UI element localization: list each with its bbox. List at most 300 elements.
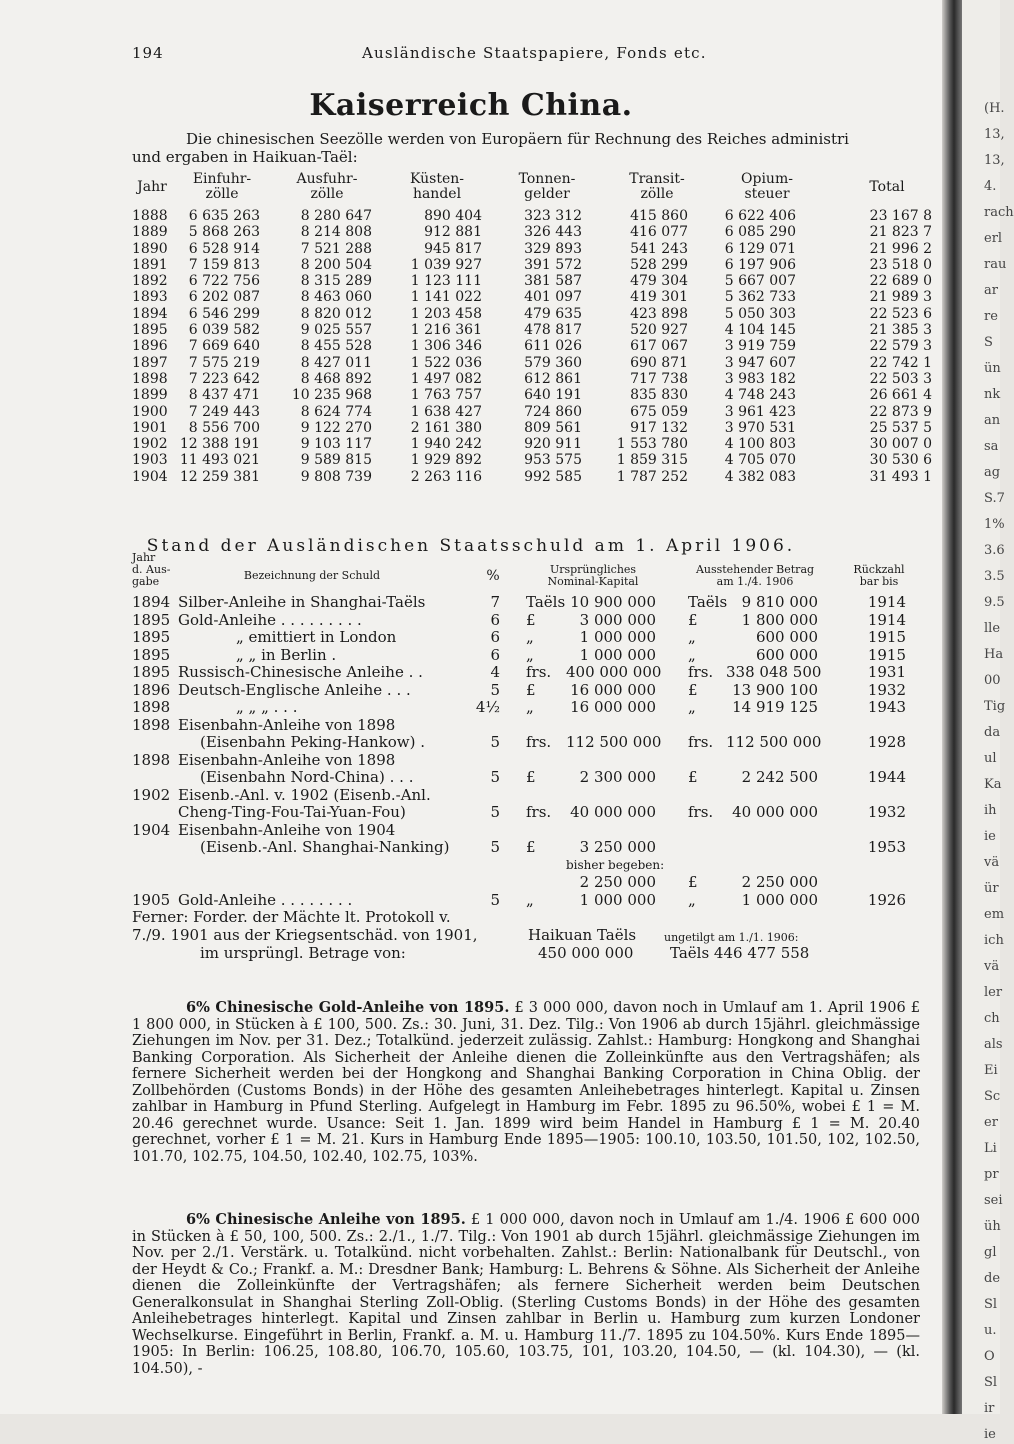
adjacent-page-fragment: Sl [984, 1297, 998, 1312]
adjacent-page-fragment: gl [984, 1245, 997, 1260]
adjacent-page-fragment: üh [984, 1219, 1001, 1234]
debt-cell-year: 1894 [132, 593, 171, 611]
debt-table-header [132, 551, 942, 594]
table-cell: 30 007 0 [869, 436, 932, 453]
table-cell: 611 026 [524, 338, 582, 355]
table-cell: 890 404 [424, 208, 482, 224]
table-cell: 23 167 8 [869, 208, 932, 224]
table-cell: 5 362 733 [724, 289, 796, 306]
customs-table-body [132, 208, 942, 485]
table-cell: 21 385 3 [869, 322, 932, 339]
debt-cell-cur2: „ [688, 645, 696, 664]
table-cell: 5 868 263 [188, 224, 260, 241]
debt-cell-rep: 1914 [867, 593, 906, 611]
debt-cell-year: 1896 [132, 680, 171, 699]
table-cell: 23 518 0 [869, 256, 932, 273]
table-cell: 7 575 219 [188, 354, 260, 371]
table-cell: 7 669 640 [188, 338, 260, 355]
table-row [132, 629, 942, 647]
debt-section-title: Stand der Ausländischen Staatsschuld am 1. April 1906. [146, 536, 796, 556]
table-cell: 717 738 [630, 370, 688, 387]
table-cell: 1892 [132, 273, 168, 290]
ferner-orig-value: 450 000 000 [538, 944, 634, 962]
debt-cell-pct: 5 [490, 733, 500, 751]
table-row [132, 257, 942, 273]
table-row [132, 594, 942, 612]
table-cell: 478 817 [524, 322, 582, 339]
debt-cell-orig: 1 000 000 [579, 628, 656, 646]
debt-cell-orig: 2 300 000 [579, 768, 656, 786]
header-original-capital: Ursprüngliches Nominal-Kapital [547, 563, 639, 588]
debt-cell-pct: 5 [490, 680, 500, 699]
debt-cell-out: 14 919 125 [732, 698, 818, 716]
table-cell: 640 191 [524, 387, 582, 404]
customs-revenue-table [132, 172, 942, 485]
table-cell: 22 742 1 [869, 354, 932, 371]
table-row [132, 273, 942, 289]
debt-cell-orig: 1 000 000 [579, 890, 656, 909]
debt-cell-desc: „ „ in Berlin . [236, 645, 337, 664]
table-cell: 31 493 1 [869, 468, 932, 485]
table-cell: 9 808 739 [300, 468, 372, 485]
debt-cell-year: 1898 [132, 698, 171, 716]
table-cell: 479 635 [524, 305, 582, 322]
adjacent-page-fragment: 13, [984, 127, 1005, 142]
table-cell: 21 989 3 [869, 289, 932, 306]
debt-cell-cur1: Taëls [526, 593, 566, 611]
table-cell: 401 097 [524, 289, 582, 306]
debt-cell-pct: 6 [490, 628, 500, 646]
table-cell: 326 443 [524, 224, 582, 241]
customs-header-cell: Einfuhr- zölle [192, 171, 252, 202]
table-row [132, 322, 942, 338]
table-cell: 1890 [132, 240, 168, 257]
adjacent-page-fragment: ir [984, 1401, 995, 1416]
table-cell: 835 830 [630, 387, 688, 404]
table-cell: 6 622 406 [724, 208, 796, 224]
table-cell: 6 129 071 [724, 240, 796, 257]
debt-cell-out: 112 500 000 [726, 733, 822, 751]
table-cell: 12 259 381 [179, 468, 260, 485]
table-row [132, 241, 942, 257]
debt-cell-out: 1 000 000 [741, 890, 818, 909]
table-cell: 329 893 [524, 240, 582, 257]
adjacent-page-fragment: vä [984, 959, 1000, 974]
table-cell: 12 388 191 [179, 436, 260, 453]
header-description: Bezeichnung der Schuld [243, 569, 381, 582]
debt-cell-pct: 5 [490, 838, 500, 856]
adjacent-page-fragment: an [984, 413, 1001, 428]
debt-cell-desc: Eisenbahn-Anleihe von 1904 [178, 820, 396, 839]
table-cell: 724 860 [524, 403, 582, 420]
table-cell: 323 312 [524, 208, 582, 224]
table-cell: 8 463 060 [300, 289, 372, 306]
table-cell: 4 748 243 [724, 387, 796, 404]
table-cell: 2 161 380 [410, 419, 482, 436]
adjacent-page-fragment: 13, [984, 153, 1005, 168]
table-cell: 1 123 111 [410, 273, 482, 290]
adjacent-page-edge [962, 0, 1014, 1442]
debt-cell-year: 1898 [132, 715, 171, 734]
paragraph-text: £ 3 000 000, davon noch in Umlauf am 1. April 1906 £ 1 800 000, in Stücken à £ 100, 500. Zs.: 30. Juni, 31. Dez. Tilg.: Von 1906 ab durch 15jährl. gleichmässige Ziehungen im Nov. per 31. Dez.; Totalkünd. jederzeit zulässig. Zahlst.: Hamburg: Hongkong and Shanghai Banking Corporation. Als Sicherheit der Anleihe dienen die Zolleinkünfte aus den Vertragshäfen; als fernere Sicherheit werden bei der Hongkong and Shanghai Banking Corporation in China Oblig. der Zollbehörden (Customs Bonds) in der Höhe des gesamten Anleihebetrages hinterlegt. Kapital u. Zinsen zahlbar in Hamburg in Pfund Sterling. Aufgelegt in Hamburg im Febr. 1895 zu 96.50%, wobei £ 1 = M. 20.46 gerechnet wurde. Usance: Seit 1. Jan. 1899 wird beim Handel in Hamburg £ 1 = M. 20.40 gerechnet, vorher £ 1 = M. 21. Kurs in Hamburg Ende 1895—1905: 100.10, 103.50, 101.50, 102, 102.50, 101.70, 102.75, 104.50, 102.40, 102.75, 103%. [132, 1000, 921, 1165]
table-cell: 6 546 299 [188, 305, 260, 322]
adjacent-page-fragment: 3.6 [984, 543, 1005, 558]
table-cell: 6 528 914 [188, 240, 260, 257]
customs-header-cell: Ausfuhr- zölle [296, 171, 358, 202]
debt-cell-rep: 1932 [867, 680, 906, 699]
table-cell: 3 961 423 [724, 403, 796, 420]
debt-cell-desc: Eisenb.-Anl. v. 1902 (Eisenb.-Anl. [178, 785, 431, 804]
ferner-orig-label: Haikuan Taëls [528, 926, 637, 944]
table-cell: 1 039 927 [410, 256, 482, 273]
debt-cell-desc: (Eisenb.-Anl. Shanghai-Nanking) [200, 838, 450, 856]
ferner-line-3: im ursprüngl. Betrage von: [200, 944, 406, 962]
debt-cell-orig: 16 000 000 [570, 680, 656, 699]
table-cell: 1901 [132, 419, 168, 436]
adjacent-page-fragment: ch [984, 1011, 1000, 1026]
header-outstanding: Ausstehender Betrag am 1./4. 1906 [695, 563, 815, 588]
intro-line-1: Die chinesischen Seezölle werden von Europäern für Rechnung des Reiches administri [186, 130, 849, 148]
table-row [132, 839, 942, 857]
adjacent-page-fragment: ar [984, 283, 998, 298]
table-cell: 1904 [132, 468, 168, 485]
table-cell: 3 919 759 [724, 338, 796, 355]
table-cell: 1896 [132, 338, 168, 355]
adjacent-page-fragment: Ei [984, 1063, 998, 1078]
debt-cell-cur2: „ [688, 890, 696, 909]
table-cell: 11 493 021 [179, 452, 260, 469]
debt-cell-pct: 5 [490, 768, 500, 786]
table-cell: 6 722 756 [188, 273, 260, 290]
table-cell: 8 820 012 [300, 305, 372, 322]
adjacent-page-fragment: nk [984, 387, 1001, 402]
table-row [132, 612, 942, 630]
table-cell: 992 585 [524, 468, 582, 485]
debt-cell-year: 1904 [132, 820, 171, 839]
table-cell: 8 455 528 [300, 338, 372, 355]
table-row [132, 371, 942, 387]
table-cell: 6 039 582 [188, 322, 260, 339]
adjacent-page-fragment: Ka [984, 777, 1002, 792]
table-row [132, 822, 942, 840]
debt-cell-orig: 112 500 000 [566, 733, 662, 751]
debt-cell-cur1: £ [526, 768, 536, 786]
running-header [132, 44, 922, 68]
table-cell: 612 861 [524, 370, 582, 387]
debt-cell-pct: 5 [490, 803, 500, 821]
adjacent-page-fragment: ie [984, 829, 996, 844]
table-cell: 8 280 647 [300, 208, 372, 224]
adjacent-page-fragment: er [984, 1115, 998, 1130]
table-cell: 8 437 471 [188, 387, 260, 404]
table-cell: 22 873 9 [869, 403, 932, 420]
table-cell: 8 468 892 [300, 370, 372, 387]
adjacent-page-fragment: lle [984, 621, 1001, 636]
table-cell: 1898 [132, 370, 168, 387]
debt-cell-desc: Russisch-Chinesische Anleihe . . [178, 663, 423, 681]
adjacent-page-fragment: (H. [984, 101, 1005, 116]
table-cell: 7 521 288 [300, 240, 372, 257]
adjacent-page-fragment: 3.5 [984, 569, 1005, 584]
table-row [132, 404, 942, 420]
table-cell: 4 382 083 [724, 468, 796, 485]
paragraph-heading: 6% Chinesische Anleihe von 1895. [186, 1211, 466, 1228]
debt-cell-rep: 1926 [867, 890, 906, 909]
table-cell: 945 817 [424, 240, 482, 257]
debt-cell-out: 2 250 000 [741, 873, 818, 891]
table-row [132, 769, 942, 787]
table-row [132, 469, 942, 485]
ferner-line-2: 7./9. 1901 aus der Kriegsentschäd. von 1901, [132, 926, 478, 944]
debt-cell-cur2: £ [688, 610, 698, 629]
debt-cell-cur1: £ [526, 610, 536, 629]
table-cell: 419 301 [630, 289, 688, 306]
debt-cell-out: 1 800 000 [741, 610, 818, 629]
debt-cell-pct: 7 [490, 593, 500, 611]
table-cell: 1 763 757 [410, 387, 482, 404]
table-cell: 415 860 [630, 208, 688, 224]
table-cell: 541 243 [630, 240, 688, 257]
adjacent-page-fragment: 00 [984, 673, 1001, 688]
paragraph-loan-1895 [132, 1212, 920, 1377]
table-cell: 9 589 815 [300, 452, 372, 469]
table-cell: 1 859 315 [616, 452, 688, 469]
table-cell: 21 823 7 [869, 224, 932, 241]
table-cell: 8 315 289 [300, 273, 372, 290]
debt-cell-cur1: frs. [526, 663, 552, 681]
debt-cell-desc: Gold-Anleihe . . . . . . . . [178, 890, 353, 909]
table-row [132, 787, 942, 805]
debt-cell-cur2: frs. [688, 663, 714, 681]
table-cell: 809 561 [524, 419, 582, 436]
table-cell: 1 638 427 [410, 403, 482, 420]
table-row [132, 664, 942, 682]
debt-cell-pct: 4 [490, 663, 500, 681]
adjacent-page-fragment: Ha [984, 647, 1004, 662]
debt-cell-cur2: „ [688, 628, 696, 646]
debt-cell-year: 1895 [132, 663, 171, 681]
debt-cell-out: 9 810 000 [741, 593, 818, 611]
adjacent-page-fragment: ul [984, 751, 997, 766]
table-cell: 1 787 252 [616, 468, 688, 485]
header-percent: % [486, 568, 500, 584]
adjacent-page-fragment: 9.5 [984, 595, 1005, 610]
debt-cell-orig: 3 250 000 [579, 838, 656, 856]
table-row [132, 306, 942, 322]
debt-cell-cur1: £ [526, 680, 536, 699]
table-cell: 5 667 007 [724, 273, 796, 290]
paragraph-text: £ 1 000 000, davon noch in Umlauf am 1./4. 1906 £ 600 000 in Stücken à £ 50, 100, 500. Zs.: 2./1., 1./7. Tilg.: Von 1901 ab durch 15jährl. gleichmässige Ziehungen im Nov. per 2./1. Verstärk. u. Totalkünd. nicht vorbehalten. Zahlst.: Berlin: Nationalbank für Deutschl., von der Heydt & Co.; Frankf. a. M.: Dresdner Bank; Hamburg: L. Behrens & Söhne. Als Sicherheit der Anleihe dienen die Zolleinkünfte der Vertragshäfen; als fernere Sicherheit werden beim Deutschen Generalkonsulat in Shanghai Sterling Zoll-Oblig. (Sterling Customs Bonds) in der Höhe des gesamten Anleihebetrages hinterlegt. Kapital und Zinsen zahlbar in Berlin u. Hamburg zum kurzen Londoner Wechselkurse. Eingeführt in Berlin, Frankf. a. M. u. Hamburg 11./7. 1895 zu 104.50%. Kurs Ende 1895—1905: In Berlin: 106.25, 108.80, 106.70, 105.60, 103.75, 101, 103.20, 104.50, — (kl. 104.30), — (kl. 104.50), - [132, 1212, 920, 1377]
debt-cell-cur1: „ [526, 645, 534, 664]
table-cell: 3 947 607 [724, 354, 796, 371]
debt-cell-orig: 1 000 000 [579, 645, 656, 664]
adjacent-page-fragment: rach [984, 205, 1014, 220]
debt-cell-rep: 1914 [867, 610, 906, 629]
table-cell: 8 624 774 [300, 403, 372, 420]
debt-cell-cur2: £ [688, 768, 698, 786]
table-cell: 675 059 [630, 403, 688, 420]
debt-cell-pct: 4½ [475, 698, 500, 716]
paragraph-heading: 6% Chinesische Gold-Anleihe von 1895. [186, 999, 510, 1016]
debt-cell-pct: 6 [490, 610, 500, 629]
debt-cell-rep: 1915 [867, 628, 906, 646]
table-cell: 8 200 504 [300, 256, 372, 273]
table-cell: 1 497 082 [410, 370, 482, 387]
ferner-line-1: Ferner: Forder. der Mächte lt. Protokoll v. [132, 908, 451, 926]
foreign-debt-table [132, 551, 942, 963]
customs-header-cell: Jahr [137, 179, 167, 195]
adjacent-page-fragment: S [984, 335, 993, 350]
adjacent-page-fragment: ih [984, 803, 997, 818]
table-cell: 1 306 346 [410, 338, 482, 355]
customs-header-cell: Opium- steuer [741, 171, 793, 202]
debt-cell-rep: 1932 [867, 803, 906, 821]
debt-cell-year: 1895 [132, 628, 171, 646]
debt-cell-cur2: £ [688, 873, 698, 891]
table-cell: 479 304 [630, 273, 688, 290]
customs-header-cell: Total [869, 179, 905, 195]
table-cell: 617 067 [630, 338, 688, 355]
debt-cell-cur2: frs. [688, 733, 714, 751]
table-cell: 1899 [132, 387, 168, 404]
adjacent-page-fragment: Sc [984, 1089, 1001, 1104]
intro-text [132, 130, 932, 166]
debt-cell-year: 1895 [132, 645, 171, 664]
adjacent-page-fragment: ür [984, 881, 999, 896]
table-row [132, 355, 942, 371]
table-cell: 22 503 3 [869, 370, 932, 387]
adjacent-page-fragment: da [984, 725, 1001, 740]
table-cell: 30 530 6 [869, 452, 932, 469]
debt-cell-cur2: „ [688, 698, 696, 716]
adjacent-page-fragment: u. [984, 1323, 997, 1338]
running-title: Ausländische Staatspapiere, Fonds etc. [362, 44, 707, 62]
page-number: 194 [132, 44, 164, 62]
table-cell: 1 929 892 [410, 452, 482, 469]
customs-table-header [132, 172, 942, 208]
debt-cell-year: 1898 [132, 750, 171, 769]
table-cell: 8 214 808 [300, 224, 372, 241]
table-cell: 8 556 700 [188, 419, 260, 436]
table-cell: 528 299 [630, 256, 688, 273]
debt-cell-pct: 6 [490, 645, 500, 664]
adjacent-page-fragment: als [984, 1037, 1003, 1052]
table-cell: 25 537 5 [869, 419, 932, 436]
table-cell: 9 025 557 [300, 322, 372, 339]
debt-cell-year: 1902 [132, 785, 171, 804]
adjacent-page-fragment: S.7 [984, 491, 1005, 506]
adjacent-page-fragment: pr [984, 1167, 999, 1182]
debt-cell-cur1: „ [526, 698, 534, 716]
debt-cell-cur2: frs. [688, 803, 714, 821]
table-cell: 1894 [132, 305, 168, 322]
debt-cell-orig: 40 000 000 [570, 803, 656, 821]
adjacent-page-fragment: re [984, 309, 998, 324]
table-row [132, 699, 942, 717]
adjacent-page-fragment: 4. [984, 179, 997, 194]
adjacent-page-fragment: ler [984, 985, 1003, 1000]
adjacent-page-fragment: Li [984, 1141, 997, 1156]
debt-cell-rep: 1944 [867, 768, 906, 786]
table-cell: 416 077 [630, 224, 688, 241]
table-cell: 4 104 145 [724, 322, 796, 339]
debt-cell-desc: „ emittiert in London [236, 628, 397, 646]
debt-cell-desc: „ „ „ . . . [236, 698, 298, 716]
table-row [132, 208, 942, 224]
table-cell: 22 579 3 [869, 338, 932, 355]
table-row [132, 338, 942, 354]
table-row [132, 436, 942, 452]
table-row [132, 647, 942, 665]
table-row [132, 717, 942, 735]
debt-cell-out: 2 242 500 [741, 768, 818, 786]
adjacent-page-fragment: Tig [984, 699, 1006, 714]
table-cell: 7 223 642 [188, 370, 260, 387]
debt-cell-rep: 1928 [867, 733, 906, 751]
debt-cell-cur2: £ [688, 680, 698, 699]
debt-cell-desc: Eisenbahn-Anleihe von 1898 [178, 750, 396, 769]
table-cell: 920 911 [524, 436, 582, 453]
table-cell: 1889 [132, 224, 168, 241]
adjacent-page-fragment: sei [984, 1193, 1003, 1208]
table-row [132, 387, 942, 403]
table-cell: 1 141 022 [410, 289, 482, 306]
table-cell: 7 159 813 [188, 256, 260, 273]
table-cell: 4 705 070 [724, 452, 796, 469]
table-cell: 1888 [132, 208, 168, 224]
adjacent-page-fragment: erl [984, 231, 1003, 246]
debt-cell-desc: (Eisenbahn Nord-China) . . . [200, 768, 414, 786]
table-row [132, 734, 942, 752]
debt-cell-out: 338 048 500 [726, 663, 822, 681]
table-cell: 1903 [132, 452, 168, 469]
table-row [132, 289, 942, 305]
debt-cell-desc: Cheng-Ting-Fou-Tai-Yuan-Fou) [178, 803, 406, 821]
table-cell: 6 085 290 [724, 224, 796, 241]
table-cell: 1 553 780 [616, 436, 688, 453]
table-row [132, 804, 942, 822]
table-cell: 22 689 0 [869, 273, 932, 290]
table-cell: 9 103 117 [300, 436, 372, 453]
table-cell: 953 575 [524, 452, 582, 469]
debt-cell-orig: 2 250 000 [579, 873, 656, 891]
adjacent-page-fragment: sa [984, 439, 999, 454]
debt-cell-orig: 16 000 000 [570, 698, 656, 716]
debt-cell-orig: bisher begeben: [566, 857, 665, 872]
debt-cell-year: 1895 [132, 610, 171, 629]
book-gutter [942, 0, 962, 1414]
debt-cell-desc: (Eisenbahn Peking-Hankow) . [200, 733, 426, 751]
debt-cell-desc: Eisenbahn-Anleihe von 1898 [178, 715, 396, 734]
adjacent-page-fragment: em [984, 907, 1005, 922]
table-cell: 8 427 011 [300, 354, 372, 371]
table-cell: 1895 [132, 322, 168, 339]
page-title: Kaiserreich China. [309, 88, 633, 123]
table-cell: 6 197 906 [724, 256, 796, 273]
table-cell: 1902 [132, 436, 168, 453]
table-cell: 22 523 6 [869, 305, 932, 322]
table-row [132, 752, 942, 770]
debt-cell-out: 40 000 000 [732, 803, 818, 821]
table-cell: 3 970 531 [724, 419, 796, 436]
table-cell: 391 572 [524, 256, 582, 273]
paragraph-gold-loan-1895 [132, 1000, 920, 1165]
table-row [132, 224, 942, 240]
table-cell: 9 122 270 [300, 419, 372, 436]
table-cell: 520 927 [630, 322, 688, 339]
table-cell: 2 263 116 [410, 468, 482, 485]
table-cell: 912 881 [424, 224, 482, 241]
